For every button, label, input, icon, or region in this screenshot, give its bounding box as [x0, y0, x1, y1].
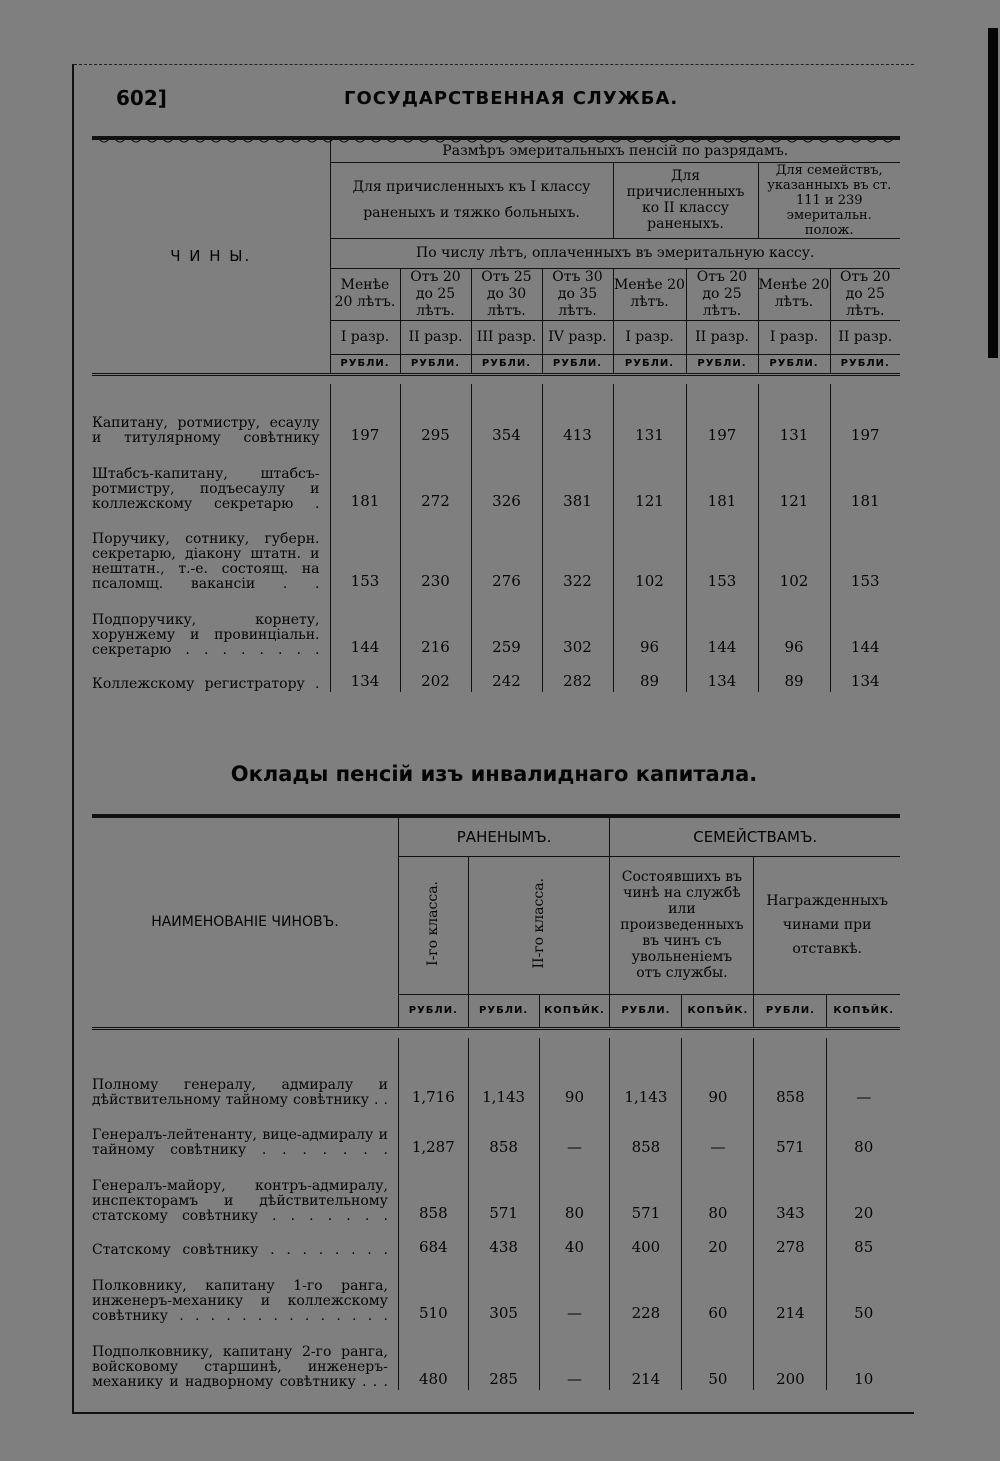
pension-value: —	[682, 1108, 754, 1158]
t2-unit-7: КОПѢЙК.	[827, 994, 900, 1028]
running-title: ГОСУДАРСТВЕННАЯ СЛУЖБА.	[344, 88, 679, 109]
pension-value: 144	[330, 592, 400, 658]
years-header: По числу лѣтъ, оплаченныхъ въ эмеритальную кассу.	[330, 238, 900, 268]
t1-grade-1: I разр.	[330, 320, 400, 354]
pension-value: 197	[830, 384, 900, 446]
pension-value: 1,716	[398, 1038, 468, 1108]
table-row	[92, 384, 900, 446]
t1-unit-2: РУБЛИ.	[400, 354, 471, 374]
pension-value: 121	[758, 446, 830, 512]
pension-value: 40	[539, 1224, 610, 1258]
rank-name: Статскому совѣтнику . . . . . . . .	[92, 1241, 388, 1258]
table-row	[92, 1258, 900, 1324]
rank-name: Полному генералу, адмиралу и дѣйствительному тайному совѣтнику . .	[92, 1076, 388, 1108]
t1-unit-1: РУБЛИ.	[330, 354, 400, 374]
pension-value: —	[539, 1108, 610, 1158]
pension-value: 90	[682, 1038, 754, 1108]
group-header-class1: Для причисленныхъ къ I классу раненыхъ и тяжко больныхъ.	[330, 162, 613, 238]
pension-value: 259	[471, 592, 542, 658]
pension-value: 858	[468, 1108, 539, 1158]
t1-unit-6: РУБЛИ.	[686, 354, 758, 374]
pension-value: 272	[400, 446, 471, 512]
families-served-header: Состоявшихъ въ чинѣ на службѣ или произведенныхъ въ чинъ съ увольненіемъ отъ службы.	[610, 856, 754, 994]
rank-name: Генералъ-майору, контръ-адмиралу, инспекторамъ и дѣйствительному статскому совѣтнику . . . . . . .	[92, 1177, 388, 1224]
top-rule	[74, 64, 914, 65]
table-row	[92, 1038, 900, 1108]
pension-value: 276	[471, 512, 542, 592]
pension-value: 242	[471, 658, 542, 692]
rank-name: Подпоручику, корнету, хорунжему и провинціальн. секретарю . . . . . . . .	[92, 611, 320, 658]
t2-unit-2: РУБЛИ.	[468, 994, 539, 1028]
t1-period-4: Отъ 30 до 35 лѣтъ.	[542, 268, 613, 320]
pension-value: 230	[400, 512, 471, 592]
pension-value: 1,143	[610, 1038, 682, 1108]
t2-unit-1: РУБЛИ.	[398, 994, 468, 1028]
pension-value: 858	[754, 1038, 827, 1108]
pension-value: 197	[686, 384, 758, 446]
pension-value: 181	[830, 446, 900, 512]
pension-value: 153	[830, 512, 900, 592]
pension-value: 121	[613, 446, 686, 512]
t1-grade-2: II разр.	[400, 320, 471, 354]
pension-value: 302	[542, 592, 613, 658]
pension-value: 80	[539, 1158, 610, 1224]
pension-value: 80	[682, 1158, 754, 1224]
t2-unit-6: РУБЛИ.	[754, 994, 827, 1028]
pension-value: 89	[613, 658, 686, 692]
pension-value: 85	[827, 1224, 900, 1258]
table-row	[92, 1108, 900, 1158]
emerital-pension-table	[92, 136, 900, 692]
pension-value: 181	[686, 446, 758, 512]
t1-grade-4: IV разр.	[542, 320, 613, 354]
pension-value: 10	[827, 1324, 900, 1390]
pension-value: 438	[468, 1224, 539, 1258]
pension-value: 96	[758, 592, 830, 658]
t1-grade-8: II разр.	[830, 320, 900, 354]
t1-period-5: Менѣе 20 лѣтъ.	[613, 268, 686, 320]
pension-value: 278	[754, 1224, 827, 1258]
t1-grade-7: I разр.	[758, 320, 830, 354]
pension-value: 322	[542, 512, 613, 592]
t2-unit-3: КОПѢЙК.	[539, 994, 610, 1028]
t2-unit-5: КОПѢЙК.	[682, 994, 754, 1028]
pension-value: 305	[468, 1258, 539, 1324]
t1-unit-7: РУБЛИ.	[758, 354, 830, 374]
rank-name: Подполковнику, капитану 2-го ранга, войсковому старшинѣ, инженеръ-механику и надворному совѣтнику . . .	[92, 1343, 388, 1390]
t1-grade-3: III разр.	[471, 320, 542, 354]
pension-value: 571	[610, 1158, 682, 1224]
t1-unit-8: РУБЛИ.	[830, 354, 900, 374]
pension-value: 228	[610, 1258, 682, 1324]
pension-value: 102	[613, 512, 686, 592]
families-awarded-header: Награжденныхъ чинами при отставкѣ.	[754, 856, 900, 994]
pension-value: 214	[754, 1258, 827, 1324]
invalid-capital-title: Оклады пенсій изъ инвалиднаго капитала.	[230, 762, 758, 786]
pension-value: 134	[686, 658, 758, 692]
table-row	[92, 592, 900, 658]
pension-value: 60	[682, 1258, 754, 1324]
rank-name: Полковнику, капитану 1-го ранга, инженеръ-механику и коллежскому совѣтнику . . . . . . . . . . . . . .	[92, 1277, 388, 1324]
scan-edge-bar	[988, 28, 998, 358]
table-row	[92, 1158, 900, 1224]
pension-value: 285	[468, 1324, 539, 1390]
pension-value: 50	[682, 1324, 754, 1390]
pension-value: 131	[613, 384, 686, 446]
running-header	[74, 86, 914, 116]
pension-value: 80	[827, 1108, 900, 1158]
t1-unit-5: РУБЛИ.	[613, 354, 686, 374]
pension-value: 684	[398, 1224, 468, 1258]
pension-value: 144	[830, 592, 900, 658]
pension-value: 326	[471, 446, 542, 512]
t1-grade-6: II разр.	[686, 320, 758, 354]
t1-grade-5: I разр.	[613, 320, 686, 354]
table-row	[92, 446, 900, 512]
t1-period-1: Менѣе 20 лѣтъ.	[330, 268, 400, 320]
pension-size-header: Размѣръ эмеритальныхъ пенсій по разрядамъ.	[330, 138, 900, 162]
pension-value: 1,287	[398, 1108, 468, 1158]
table-row	[92, 1324, 900, 1390]
table-row	[92, 1224, 900, 1258]
ranks-header: Ч И Н Ы.	[92, 138, 330, 374]
pension-value: 96	[613, 592, 686, 658]
pension-value: 480	[398, 1324, 468, 1390]
pension-value: 102	[758, 512, 830, 592]
pension-value: 510	[398, 1258, 468, 1324]
pension-value: 216	[400, 592, 471, 658]
group-header-class2: Для причисленныхъ ко II классу раненыхъ.	[613, 162, 758, 238]
pension-value: 134	[330, 658, 400, 692]
rank-name: Коллежскому регистратору .	[92, 675, 320, 692]
page-number: 602]	[116, 86, 167, 110]
pension-value: 134	[830, 658, 900, 692]
group-header-families: Для семействъ, указанныхъ въ ст. 111 и 239 эмеритальн. полож.	[758, 162, 900, 238]
t1-unit-3: РУБЛИ.	[471, 354, 542, 374]
pension-value: 282	[542, 658, 613, 692]
pension-value: 200	[754, 1324, 827, 1390]
families-header: СЕМЕЙСТВАМЪ.	[610, 816, 900, 856]
rank-name: Штабсъ-капитану, штабсъ-ротмистру, подъесаулу и коллежскому секретарю .	[92, 465, 320, 512]
pension-value: 202	[400, 658, 471, 692]
pension-value: 181	[330, 446, 400, 512]
pension-value: 144	[686, 592, 758, 658]
class2-header: II-го класса.	[468, 856, 610, 994]
document-page	[72, 64, 914, 1414]
t1-unit-4: РУБЛИ.	[542, 354, 613, 374]
class1-header: I-го класса.	[398, 856, 468, 994]
table-row	[92, 658, 900, 692]
pension-value: 20	[827, 1158, 900, 1224]
pension-value: 381	[542, 446, 613, 512]
pension-value: 153	[330, 512, 400, 592]
pension-value: 295	[400, 384, 471, 446]
table-row	[92, 512, 900, 592]
pension-value: 1,143	[468, 1038, 539, 1108]
pension-value: 343	[754, 1158, 827, 1224]
pension-value: 197	[330, 384, 400, 446]
pension-value: 571	[754, 1108, 827, 1158]
t1-period-2: Отъ 20 до 25 лѣтъ.	[400, 268, 471, 320]
pension-value: 214	[610, 1324, 682, 1390]
pension-value: 858	[610, 1108, 682, 1158]
t1-period-3: Отъ 25 до 30 лѣтъ.	[471, 268, 542, 320]
t1-period-8: Отъ 20 до 25 лѣтъ.	[830, 268, 900, 320]
pension-value: 153	[686, 512, 758, 592]
rank-name: Поручику, сотнику, губерн. секретарю, діакону штатн. и нештатн., т.-е. состоящ. на псаломщ. вакансіи . .	[92, 530, 320, 592]
pension-value: 89	[758, 658, 830, 692]
wounded-header: РАНЕНЫМЪ.	[398, 816, 610, 856]
pension-value: 50	[827, 1258, 900, 1324]
pension-value: 90	[539, 1038, 610, 1108]
pension-value: 413	[542, 384, 613, 446]
pension-value: —	[539, 1324, 610, 1390]
pension-value: 20	[682, 1224, 754, 1258]
invalid-pension-table	[92, 814, 900, 1390]
t1-period-6: Отъ 20 до 25 лѣтъ.	[686, 268, 758, 320]
pension-value: —	[827, 1038, 900, 1108]
rank-name: Генералъ-лейтенанту, вице-адмиралу и тайному совѣтнику . . . . . . .	[92, 1126, 388, 1158]
pension-value: 354	[471, 384, 542, 446]
t1-period-7: Менѣе 20 лѣтъ.	[758, 268, 830, 320]
pension-value: —	[539, 1258, 610, 1324]
rank-name: Капитану, ротмистру, есаулу и титулярному совѣтнику	[92, 414, 320, 446]
t2-unit-4: РУБЛИ.	[610, 994, 682, 1028]
pension-value: 571	[468, 1158, 539, 1224]
pension-value: 131	[758, 384, 830, 446]
pension-value: 400	[610, 1224, 682, 1258]
names-header: НАИМЕНОВАНІЕ ЧИНОВЪ.	[92, 816, 398, 1028]
pension-value: 858	[398, 1158, 468, 1224]
